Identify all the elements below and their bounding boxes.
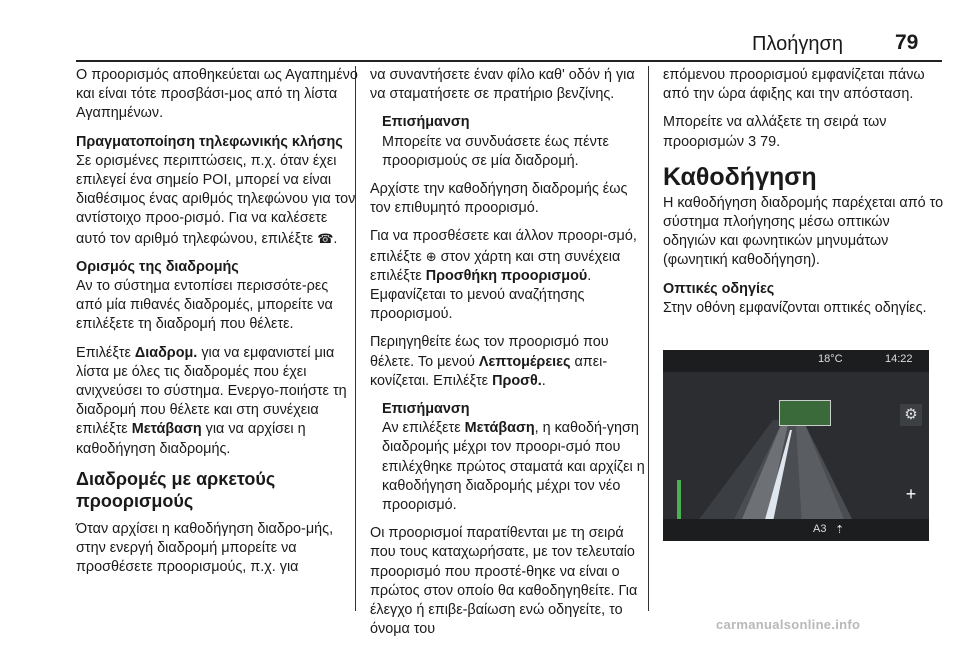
road-sign-icon xyxy=(779,400,831,426)
status-bar xyxy=(663,350,929,372)
lane-icon: ⇡ xyxy=(835,524,845,536)
temperature: 18°C xyxy=(818,353,843,365)
section-heading-visual-instructions: Οπτικές οδηγίες xyxy=(663,280,775,297)
paragraph: Μπορείτε να αλλάξετε τη σειρά των προορισμών 3 79. xyxy=(663,114,887,150)
paragraph: Επιλέξτε Διαδρομ. για να εμφανιστεί μια λίστα με όλες τις διαδρομές που έχει ανιχνεύσει το σύστημα. Ενεργο-ποιήστε τη διαδρομή που θέλετε και στη συνέχεια επιλέξτε Μετάβαση για να αρχίσει η καθοδήγηση διαδρομής. xyxy=(76,344,347,457)
column-2 xyxy=(370,66,652,648)
note-text: Μπορείτε να συνδυάσετε έως πέντε προορισμούς σε μία διαδρομή. xyxy=(382,133,609,169)
page-number: 79 xyxy=(895,31,919,54)
section-heading-multiple-destinations: Διαδρομές με αρκετούς προορισμούς xyxy=(76,468,276,511)
section-heading-route: Ορισμός της διαδρομής xyxy=(76,258,239,275)
paragraph: Η καθοδήγηση διαδρομής παρέχεται από το σύστημα πλοήγησης μέσω οπτικών οδηγιών και φωνητικών μηνυμάτων (φωνητική καθοδήγηση). xyxy=(663,194,944,269)
paragraph: επόμενου προορισμού εμφανίζεται πάνω από την ώρα άφιξης και την απόσταση. xyxy=(663,67,925,103)
paragraph: Σε ορισμένες περιπτώσεις, π.χ. όταν έχει επιλεγεί ένα σημείο POI, μπορεί να είναι διαθέσιμος ένας αριθμός τηλεφώνου για τον αντίστοιχο προο-ρισμό. Για να καλέσετε αυτό τον αριθμό τηλεφώνου, επιλέξτε ☎. xyxy=(76,152,356,247)
header-rule xyxy=(76,60,942,62)
section-heading-phone-call: Πραγματοποίηση τηλεφωνικής κλήσης xyxy=(76,133,343,150)
target-icon: ⊕ xyxy=(425,248,437,264)
bottom-bar xyxy=(663,519,929,541)
note-text: Αν επιλέξετε Μετάβαση, η καθοδή-γηση διαδρομής μέχρι τον προορι-σμό που επιλέχθηκε πρώτος σταματά και αρχίζει η καθοδήγηση διαδρομής μέχρι τον νέο προορισμό. xyxy=(382,420,645,514)
paragraph: Για να προσθέσετε και άλλον προορι-σμό, επιλέξτε ⊕ στον χάρτη και στη συνέχεια επιλέξτε Προσθήκη προορισμού. Εμφανίζεται το μενού αναζήτησης προορισμού. xyxy=(370,228,637,323)
road-name: A3 xyxy=(813,523,827,535)
map-road-graphic xyxy=(663,350,929,541)
clock: 14:22 xyxy=(885,353,913,365)
note-title: Επισήμανση xyxy=(382,401,470,418)
navigation-screen-image xyxy=(663,350,929,541)
column-1 xyxy=(76,66,358,586)
section-heading-guidance: Καθοδήγηση xyxy=(663,162,817,191)
note-title: Επισήμανση xyxy=(382,114,470,131)
paragraph: Αν το σύστημα εντοπίσει περισσότε-ρες από μία πιθανές διαδρομές, μπορείτε να επιλέξετε τη διαδρομή που θέλετε. xyxy=(76,278,333,333)
paragraph: Οι προορισμοί παρατίθενται με τη σειρά που τους καταχωρήσατε, με τον τελευταίο προορισμό που προστέ-θηκε να είναι ο πρώτος στον οποίο θα καθοδηγηθείτε. Για έλεγχο ή επιβε-βαίωση ενώ οδηγείτε, το όνομα του xyxy=(370,525,638,638)
paragraph: Όταν αρχίσει η καθοδήγηση διαδρο-μής, στην ενεργή διαδρομή μπορείτε να προσθέσετε προορισμούς, π.χ. για xyxy=(76,520,334,576)
page-header-title: Πλοήγηση xyxy=(752,33,843,55)
zoom-in-button: + xyxy=(905,484,917,504)
paragraph: Αρχίστε την καθοδήγηση διαδρομής έως τον επιθυμητό προορισμό. xyxy=(370,181,628,217)
page-reference: 3 79. xyxy=(748,133,781,150)
gear-icon: ⚙ xyxy=(900,404,922,426)
note-box xyxy=(370,113,652,171)
note-box xyxy=(370,400,652,515)
paragraph: Περιηγηθείτε έως τον προορισμό που θέλετε. Το μενού Λεπτομέρειες απει-κονίζεται. Επιλέξτε Προσθ.. xyxy=(370,334,609,389)
paragraph: Ο προορισμός αποθηκεύεται ως Αγαπημένο και είναι τότε προσβάσι-μος από τη λίστα Αγαπημένων. xyxy=(76,67,358,122)
paragraph: Στην οθόνη εμφανίζονται οπτικές οδηγίες. xyxy=(663,299,927,316)
column-3 xyxy=(663,66,945,327)
phone-icon: ☎ xyxy=(317,230,334,246)
watermark-footer: carmanualsonline.info xyxy=(716,617,861,632)
paragraph: να συναντήσετε έναν φίλο καθ' οδόν ή για να σταματήσετε σε πρατήριο βενζίνης. xyxy=(370,67,635,103)
